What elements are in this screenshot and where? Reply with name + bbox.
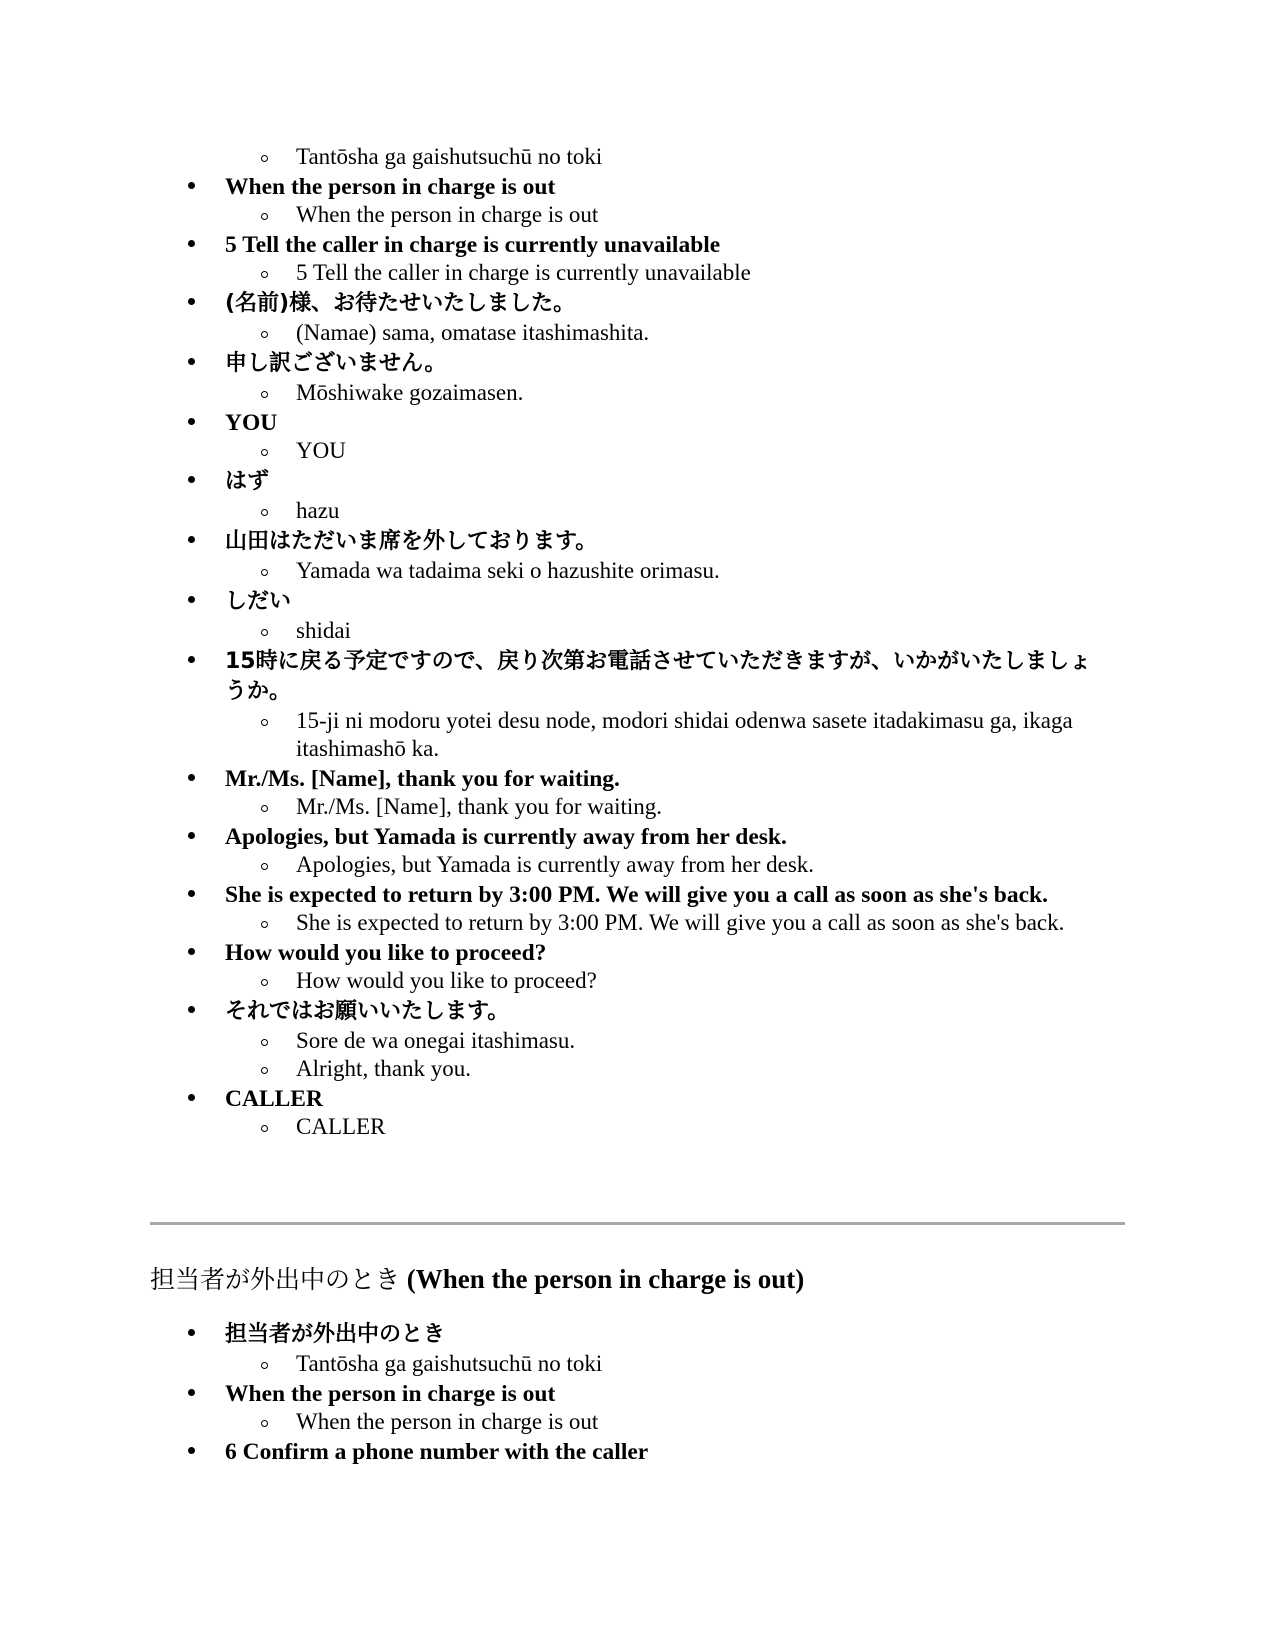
- horizontal-divider: [150, 1222, 1125, 1225]
- sub-list: [221, 967, 1100, 995]
- sub-list-item-text: Alright, thank you.: [296, 1056, 472, 1081]
- sub-list-item-text: How would you like to proceed?: [296, 968, 597, 993]
- bullet-icon: [188, 948, 195, 955]
- list-item: [150, 1083, 1100, 1141]
- bullet-icon: [188, 832, 195, 839]
- sub-list-item-text: Tantōsha ga gaishutsuchū no toki: [296, 144, 603, 169]
- list-item: [150, 763, 1100, 821]
- circle-bullet-icon: [261, 863, 268, 870]
- bullet-icon: [188, 1447, 195, 1454]
- list-item: [150, 821, 1100, 879]
- circle-bullet-icon: [261, 1125, 268, 1132]
- sub-list-item-text: hazu: [296, 498, 340, 523]
- circle-bullet-icon: [261, 331, 268, 338]
- circle-bullet-icon: [261, 449, 268, 456]
- sub-list-item-text: 15-ji ni modoru yotei desu node, modori shidai odenwa sasete itadakimasu ga, ikaga itashimashō ka.: [296, 708, 1073, 761]
- sub-list: [221, 617, 1100, 645]
- bullet-icon: [188, 358, 195, 365]
- circle-bullet-icon: [261, 155, 268, 162]
- circle-bullet-icon: [261, 629, 268, 636]
- sub-list-item: [221, 437, 1100, 465]
- circle-bullet-icon: [261, 569, 268, 576]
- sub-list: [221, 259, 1100, 287]
- sub-list-item-text: Tantōsha ga gaishutsuchū no toki: [296, 1351, 603, 1376]
- list-item-text: She is expected to return by 3:00 PM. We will give you a call as soon as she's back.: [225, 882, 1048, 908]
- list-item-text: (名前)様、お待たせいたしました。: [225, 291, 576, 316]
- list-item: [150, 347, 1100, 407]
- list-item: [150, 229, 1100, 287]
- list-item-text: 5 Tell the caller in charge is currently unavailable: [225, 232, 721, 258]
- sub-list-item: [221, 909, 1100, 937]
- list-item-text: しだい: [225, 589, 292, 614]
- sub-list-item: [221, 319, 1100, 347]
- list-item: [150, 1378, 1100, 1436]
- sub-list-item-text: Mr./Ms. [Name], thank you for waiting.: [296, 794, 663, 819]
- bullet-icon: [188, 596, 195, 603]
- list-item-text: はず: [225, 469, 270, 494]
- list-item-text: Mr./Ms. [Name], thank you for waiting.: [225, 766, 620, 792]
- sub-list: [221, 1027, 1100, 1083]
- section-heading: [150, 1262, 804, 1297]
- list-item-text: 6 Confirm a phone number with the caller: [225, 1439, 649, 1465]
- circle-bullet-icon: [261, 271, 268, 278]
- sub-list-item: [221, 557, 1100, 585]
- sub-list: [221, 1350, 1100, 1378]
- bullet-icon: [188, 656, 195, 663]
- sub-list-item: [221, 1027, 1100, 1055]
- sub-list: [221, 909, 1100, 937]
- circle-bullet-icon: [261, 1420, 268, 1427]
- circle-bullet-icon: [261, 805, 268, 812]
- bullet-icon: [188, 182, 195, 189]
- circle-bullet-icon: [261, 1067, 268, 1074]
- bullet-icon: [188, 1006, 195, 1013]
- list-item: [150, 585, 1100, 645]
- circle-bullet-icon: [261, 1039, 268, 1046]
- sub-list-item: [221, 259, 1100, 287]
- bullet-icon: [188, 240, 195, 247]
- sub-list-item: [221, 1408, 1100, 1436]
- sub-list-item-text: (Namae) sama, omatase itashimashita.: [296, 320, 650, 345]
- sub-list-item: [221, 707, 1100, 763]
- circle-bullet-icon: [261, 979, 268, 986]
- list-item: [150, 1436, 1100, 1466]
- bullet-icon: [188, 476, 195, 483]
- list-item: [150, 879, 1100, 937]
- list-item-text: When the person in charge is out: [225, 1381, 556, 1407]
- circle-bullet-icon: [261, 509, 268, 516]
- circle-bullet-icon: [261, 1362, 268, 1369]
- sub-list-item: [221, 143, 1100, 171]
- list-item-text: How would you like to proceed?: [225, 940, 547, 966]
- sub-list-item-text: shidai: [296, 618, 351, 643]
- circle-bullet-icon: [261, 213, 268, 220]
- phrase-list-bottom: [150, 1318, 1100, 1466]
- sub-list: [221, 707, 1100, 763]
- bullet-icon: [188, 418, 195, 425]
- sub-list-item-text: She is expected to return by 3:00 PM. We will give you a call as soon as she's back.: [296, 910, 1065, 935]
- list-item-text: 申し訳ございません。: [225, 351, 447, 376]
- sub-list-item: [221, 379, 1100, 407]
- circle-bullet-icon: [261, 391, 268, 398]
- sub-list-item-text: 5 Tell the caller in charge is currently unavailable: [296, 260, 751, 285]
- sub-list: [221, 497, 1100, 525]
- bullet-icon: [188, 774, 195, 781]
- list-item: [150, 995, 1100, 1083]
- sub-list-item: [221, 617, 1100, 645]
- sub-list-item: [221, 1113, 1100, 1141]
- sub-list: [221, 143, 1100, 171]
- circle-bullet-icon: [261, 719, 268, 726]
- list-item-text: 担当者が外出中のとき: [225, 1322, 446, 1347]
- sub-list: [221, 851, 1100, 879]
- bullet-icon: [188, 298, 195, 305]
- sub-list-item: [221, 967, 1100, 995]
- list-item-text: CALLER: [225, 1086, 323, 1112]
- list-item: [150, 407, 1100, 465]
- bullet-icon: [188, 1389, 195, 1396]
- list-item-text: 15時に戻る予定ですので、戻り次第お電話させていただきますが、いかがいたしましょうか。: [225, 649, 1092, 704]
- list-item-text: Apologies, but Yamada is currently away from her desk.: [225, 824, 787, 850]
- list-item: [150, 143, 1100, 171]
- sub-list: [221, 793, 1100, 821]
- bullet-icon: [188, 890, 195, 897]
- list-item: [150, 525, 1100, 585]
- list-item-text: それではお願いいたします。: [225, 999, 510, 1024]
- circle-bullet-icon: [261, 921, 268, 928]
- sub-list-item: [221, 1055, 1100, 1083]
- sub-list: [221, 1113, 1100, 1141]
- sub-list-item: [221, 793, 1100, 821]
- sub-list-item: [221, 497, 1100, 525]
- sub-list-item: [221, 201, 1100, 229]
- section-heading-jp: 担当者が外出中のとき: [150, 1265, 401, 1294]
- list-item-text: 山田はただいま席を外しております。: [225, 529, 598, 554]
- list-item-text: YOU: [225, 410, 278, 436]
- phrase-list-top: [150, 143, 1100, 1141]
- list-item: [150, 287, 1100, 347]
- section-heading-en: (When the person in charge is out): [406, 1264, 805, 1294]
- bullet-icon: [188, 1329, 195, 1336]
- sub-list-item: [221, 851, 1100, 879]
- list-item-text: When the person in charge is out: [225, 174, 556, 200]
- list-item: [150, 1318, 1100, 1378]
- sub-list-item: [221, 1350, 1100, 1378]
- sub-list-item-text: CALLER: [296, 1114, 386, 1139]
- sub-list-item-text: YOU: [296, 438, 346, 463]
- list-item: [150, 171, 1100, 229]
- bullet-icon: [188, 1094, 195, 1101]
- sub-list: [221, 379, 1100, 407]
- sub-list-item-text: Sore de wa onegai itashimasu.: [296, 1028, 576, 1053]
- sub-list: [221, 319, 1100, 347]
- bullet-icon: [188, 536, 195, 543]
- list-item: [150, 937, 1100, 995]
- sub-list-item-text: When the person in charge is out: [296, 202, 599, 227]
- list-item: [150, 465, 1100, 525]
- sub-list: [221, 201, 1100, 229]
- sub-list-item-text: When the person in charge is out: [296, 1409, 599, 1434]
- sub-list-item-text: Apologies, but Yamada is currently away from her desk.: [296, 852, 815, 877]
- sub-list-item-text: Mōshiwake gozaimasen.: [296, 380, 524, 405]
- sub-list: [221, 1408, 1100, 1436]
- sub-list: [221, 557, 1100, 585]
- sub-list: [221, 437, 1100, 465]
- list-item: [150, 645, 1100, 763]
- sub-list-item-text: Yamada wa tadaima seki o hazushite orimasu.: [296, 558, 720, 583]
